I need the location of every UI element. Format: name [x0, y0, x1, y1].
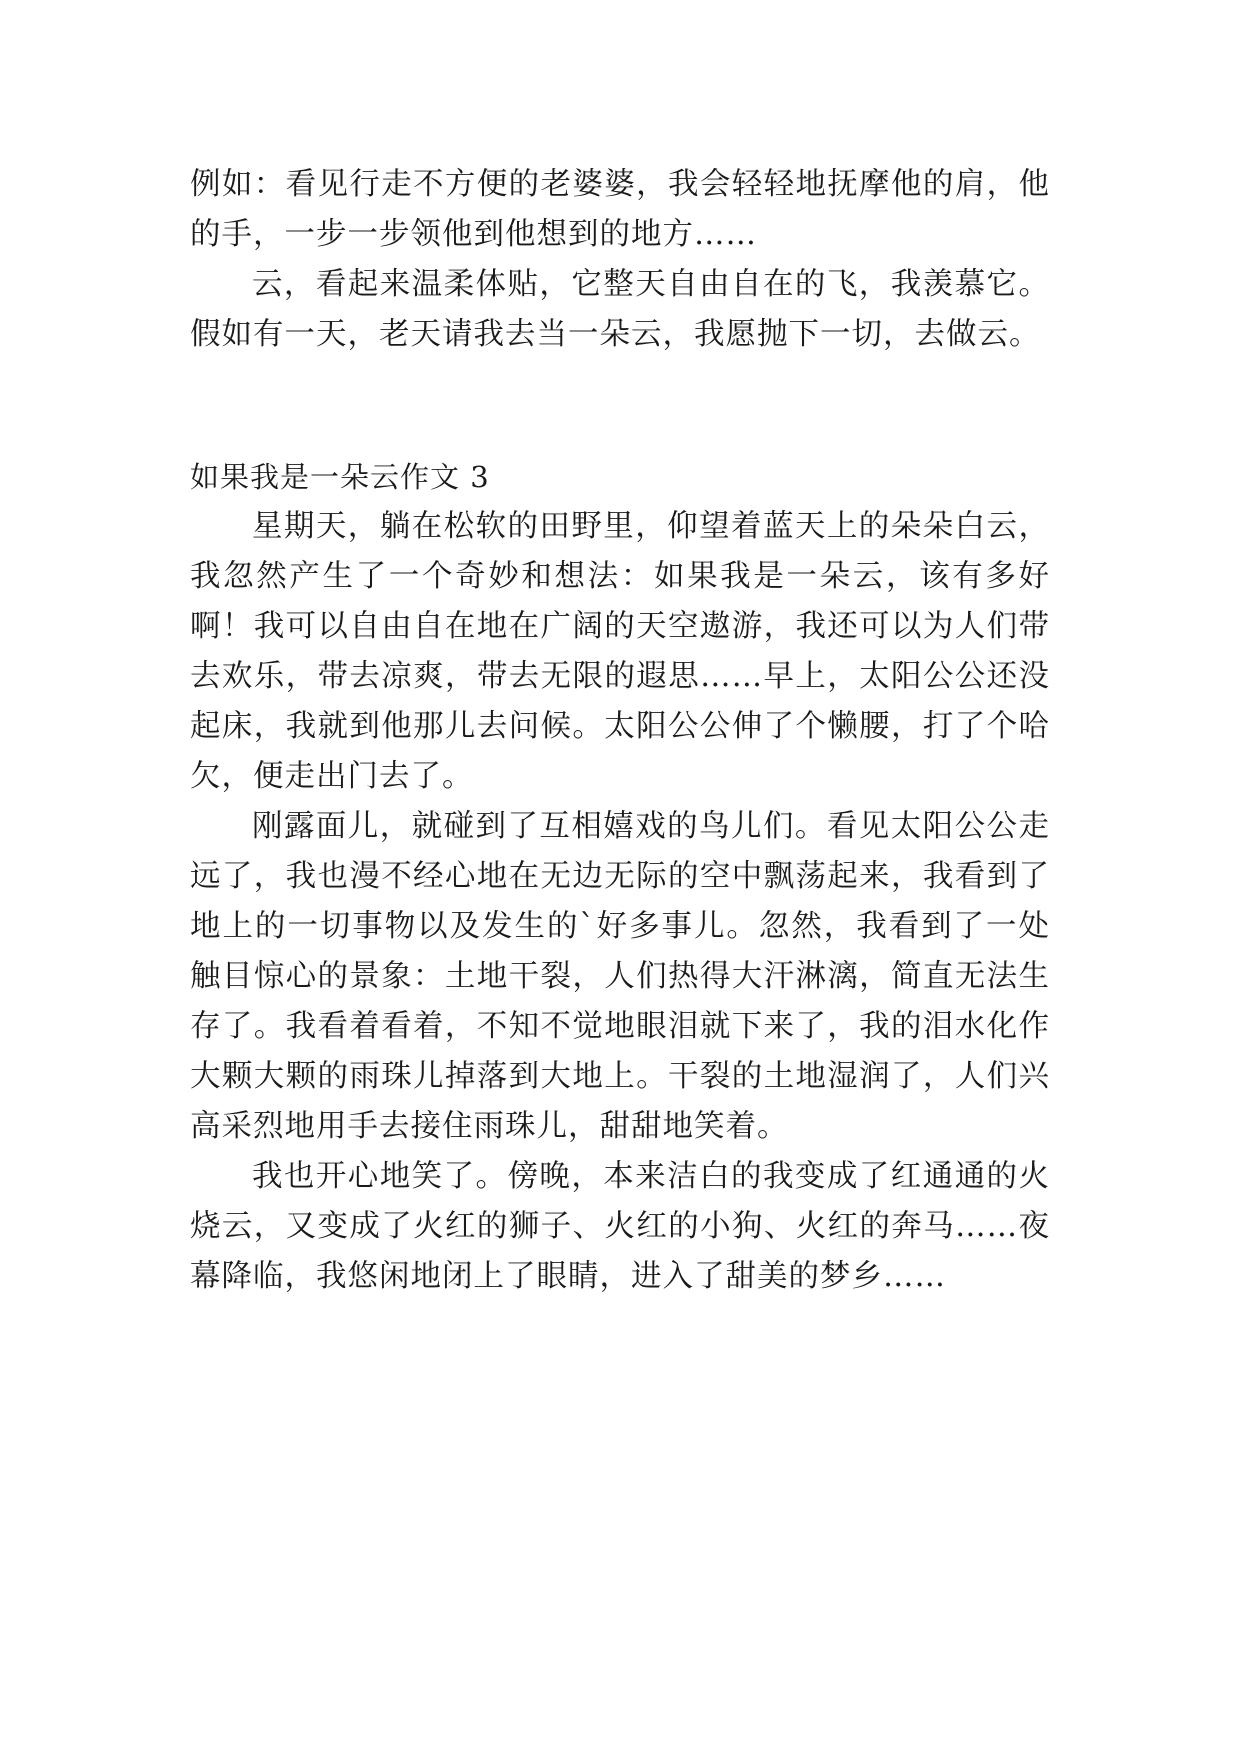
main-section: [190, 502, 1050, 1302]
paragraph-evening: 我也开心地笑了。傍晚，本来洁白的我变成了红通通的火烧云，又变成了火红的狮子、火红的小狗、火红的奔马……夜幕降临，我悠闲地闭上了眼睛，进入了甜美的梦乡……: [190, 1159, 1050, 1294]
paragraph-continuation: 例如：看见行走不方便的老婆婆，我会轻轻地抚摩他的肩，他的手，一步一步领他到他想到的地方……: [190, 167, 1050, 252]
essay-heading: 如果我是一朵云作文 3: [190, 460, 490, 494]
paragraph-sunday: 星期天，躺在松软的田野里，仰望着蓝天上的朵朵白云，我忽然产生了一个奇妙和想法：如果我是一朵云，该有多好啊！我可以自由自在地在广阔的天空遨游，我还可以为人们带去欢乐，带去凉爽，带去无限的遐思……早上，太阳公公还没起床，我就到他那儿去问候。太阳公公伸了个懒腰，打了个哈欠，便走出门去了。: [190, 509, 1050, 794]
paragraph-rain: 刚露面儿，就碰到了互相嬉戏的鸟儿们。看见太阳公公走远了，我也漫不经心地在无边无际的空中飘荡起来，我看到了地上的一切事物以及发生的`好多事儿。忽然，我看到了一处触目惊心的景象：土地干裂，人们热得大汗淋漓，简直无法生存了。我看着看着，不知不觉地眼泪就下来了，我的泪水化作大颗大颗的雨珠儿掉落到大地上。干裂的土地湿润了，人们兴高采烈地用手去接住雨珠儿，甜甜地笑着。: [190, 809, 1050, 1144]
paragraph-cloud-wish: 云，看起来温柔体贴，它整天自由自在的飞，我羡慕它。假如有一天，老天请我去当一朵云，我愿抛下一切，去做云。: [190, 267, 1050, 352]
top-section: [190, 160, 1050, 360]
